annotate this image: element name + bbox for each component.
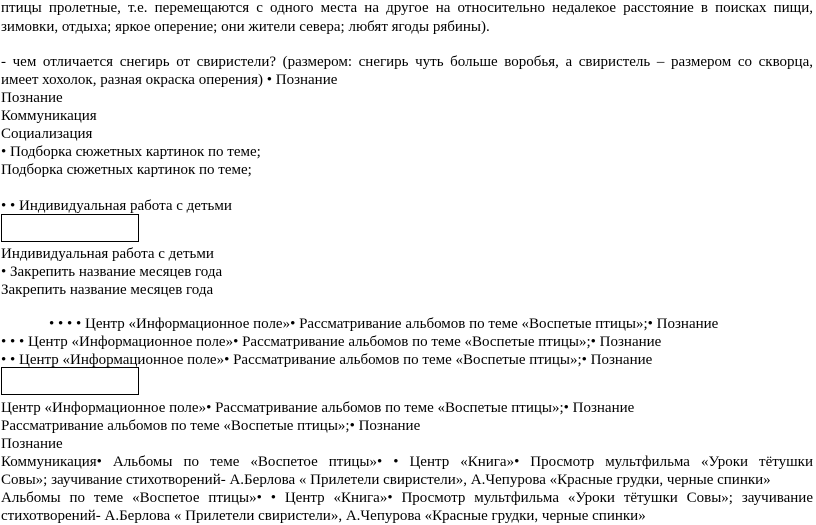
text-line: Рассматривание альбомов по теме «Воспетые птицы»;• Познание — [1, 418, 421, 434]
text-line: • Подборка сюжетных картинок по теме; — [1, 144, 261, 160]
text-line: Закрепить название месяцев года — [1, 282, 214, 298]
text-line: • • • Центр «Информационное поле»• Рассматривание альбомов по теме «Воспетые птицы»;• Познание — [1, 334, 662, 350]
text-line: птицы пролетные, т.е. перемещаются с одного места на другое на относительно недалекое расстояние в поисках пищи, — [1, 0, 813, 16]
text-line: Индивидуальная работа с детьми — [1, 246, 214, 262]
text-line: • Закрепить название месяцев года — [1, 264, 223, 280]
text-line: имеет хохолок, разная окраска оперения) • Познание — [1, 72, 338, 88]
text-line: Социализация — [1, 126, 93, 142]
text-line: Совы»; заучивание стихотворений- А.Берлова « Прилетели свиристели», А.Чепурова «Красные грудки, черные спинки» — [1, 472, 771, 488]
text-line: Познание — [1, 90, 63, 106]
empty-frame — [1, 367, 139, 395]
text-line: Альбомы по теме «Воспетое птицы»• • Центр «Книга»• Просмотр мультфильма «Уроки тётушки Совы»; заучивание — [1, 490, 813, 506]
text-line: Коммуникация — [1, 108, 97, 124]
text-line: - чем отличается снегирь от свиристели? (размером: снегирь чуть больше воробья, а свиристель – размером со скворца, — [1, 54, 813, 70]
empty-frame — [1, 214, 139, 242]
text-line: Центр «Информационное поле»• Рассматривание альбомов по теме «Воспетые птицы»;• Познание — [1, 400, 635, 416]
text-line: • • Центр «Информационное поле»• Рассматривание альбомов по теме «Воспетые птицы»;• Познание — [1, 352, 653, 368]
text-line: • • Индивидуальная работа с детьми — [1, 198, 232, 214]
text-line: стихотворений- А.Берлова « Прилетели свиристели», А.Чепурова «Красные грудки, черные спинки» — [1, 508, 646, 524]
text-line: • • • • Центр «Информационное поле»• Рассматривание альбомов по теме «Воспетые птицы»;• Познание — [49, 316, 719, 332]
text-line: зимовки, отдыха; яркое оперение; они жители севера; любят ягоды рябины). — [1, 19, 490, 35]
text-line: Познание — [1, 436, 63, 452]
text-line: Коммуникация• Альбомы по теме «Воспетое птицы»• • Центр «Книга»• Просмотр мультфильма «Уроки тётушки — [1, 454, 813, 470]
text-line: Подборка сюжетных картинок по теме; — [1, 162, 252, 178]
